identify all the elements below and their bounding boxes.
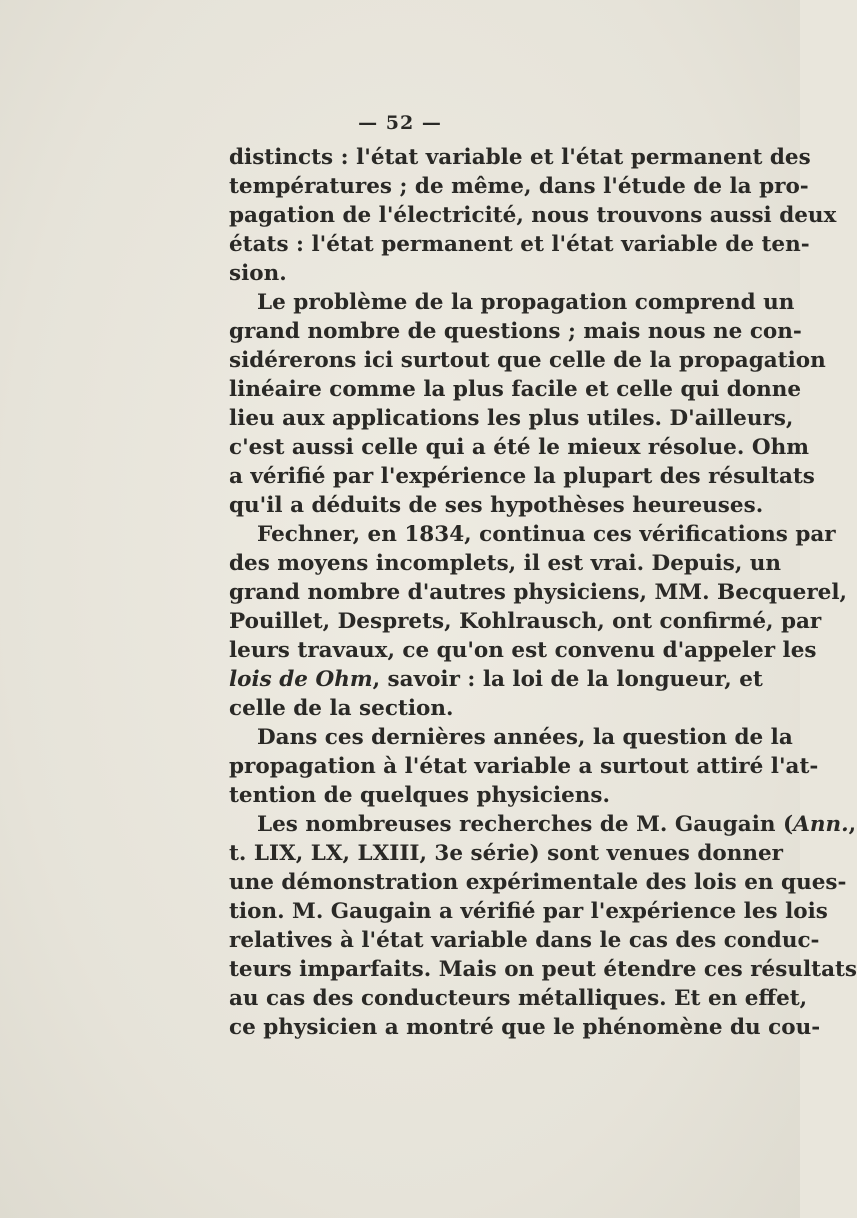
text-line — [229, 752, 819, 781]
line-text: pagation de l'électricité, nous trouvons aussi deux — [229, 203, 837, 228]
line-text: , savoir : la loi de la longueur, et — [372, 667, 763, 692]
line-text: relatives à l'état variable dans le cas des conduc- — [229, 928, 820, 953]
line-text: sidérerons ici surtout que celle de la propagation — [229, 348, 826, 373]
text-line — [229, 868, 847, 897]
line-text: des moyens incomplets, il est vrai. Depuis, un — [229, 551, 782, 576]
line-text: leurs travaux, ce qu'on est convenu d'appeler les — [229, 638, 817, 663]
line-text: a vérifié par l'expérience la plupart des résultats — [229, 464, 815, 489]
line-text: sion. — [229, 261, 287, 286]
italic-text: lois de Ohm — [229, 667, 373, 692]
line-text: une démonstration expérimentale des lois en ques- — [229, 870, 847, 895]
line-text: ce physicien a montré que le phénomène du cou- — [229, 1015, 821, 1040]
text-line — [229, 955, 857, 984]
line-text: c'est aussi celle qui a été le mieux résolue. Ohm — [229, 435, 809, 460]
text-line — [229, 839, 784, 868]
text-line — [229, 636, 817, 665]
text-line — [229, 143, 811, 172]
text-line — [229, 172, 809, 201]
text-line — [229, 1013, 821, 1042]
line-text: au cas des conducteurs métalliques. Et en effet, — [229, 986, 808, 1011]
body-text — [229, 143, 857, 1042]
text-line — [229, 549, 782, 578]
text-line — [229, 520, 836, 549]
line-text: états : l'état permanent et l'état variable de ten- — [229, 232, 810, 257]
text-line — [229, 491, 764, 520]
line-text: linéaire comme la plus facile et celle qui donne — [229, 377, 802, 402]
text-line — [229, 346, 826, 375]
text-line — [229, 375, 802, 404]
text-line — [229, 897, 828, 926]
line-text: Les nombreuses recherches de M. Gaugain ( — [257, 812, 794, 837]
text-line — [229, 317, 802, 346]
text-line — [229, 288, 795, 317]
line-text: celle de la section. — [229, 696, 454, 721]
italic-text: Ann. — [793, 812, 849, 837]
text-line — [229, 665, 763, 694]
line-text: qu'il a déduits de ses hypothèses heureuses. — [229, 493, 764, 518]
line-text: distincts : l'état variable et l'état permanent des — [229, 145, 811, 170]
text-line — [229, 926, 820, 955]
text-line — [229, 201, 837, 230]
line-text: tention de quelques physiciens. — [229, 783, 611, 808]
line-text: t. LIX, LX, LXIII, 3e série) sont venues donner — [229, 841, 784, 866]
text-line — [229, 578, 847, 607]
text-line — [229, 781, 723, 810]
line-text: , — [848, 812, 857, 837]
line-text: Fechner, en 1834, continua ces vérifications par — [257, 522, 836, 547]
text-line — [229, 433, 809, 462]
page-number: — 52 — — [358, 112, 442, 134]
line-text: Le problème de la propagation comprend un — [257, 290, 795, 315]
text-line — [229, 723, 793, 752]
text-line — [229, 607, 822, 636]
text-line — [229, 984, 808, 1013]
line-text: Dans ces dernières années, la question de la — [257, 725, 793, 750]
text-line — [229, 810, 857, 839]
text-line — [229, 230, 810, 259]
line-text: Pouillet, Desprets, Kohlrausch, ont confirmé, par — [229, 609, 822, 634]
line-text: grand nombre d'autres physiciens, MM. Becquerel, — [229, 580, 847, 605]
line-text: propagation à l'état variable a surtout attiré l'at- — [229, 754, 819, 779]
text-line — [229, 694, 723, 723]
line-text: grand nombre de questions ; mais nous ne con- — [229, 319, 802, 344]
line-text: lieu aux applications les plus utiles. D'ailleurs, — [229, 406, 794, 431]
text-line — [229, 259, 723, 288]
line-text: teurs imparfaits. Mais on peut étendre ces résultats — [229, 957, 857, 982]
line-text: températures ; de même, dans l'étude de la pro- — [229, 174, 809, 199]
line-text: tion. M. Gaugain a vérifié par l'expérience les lois — [229, 899, 828, 924]
text-line — [229, 462, 815, 491]
text-line — [229, 404, 794, 433]
